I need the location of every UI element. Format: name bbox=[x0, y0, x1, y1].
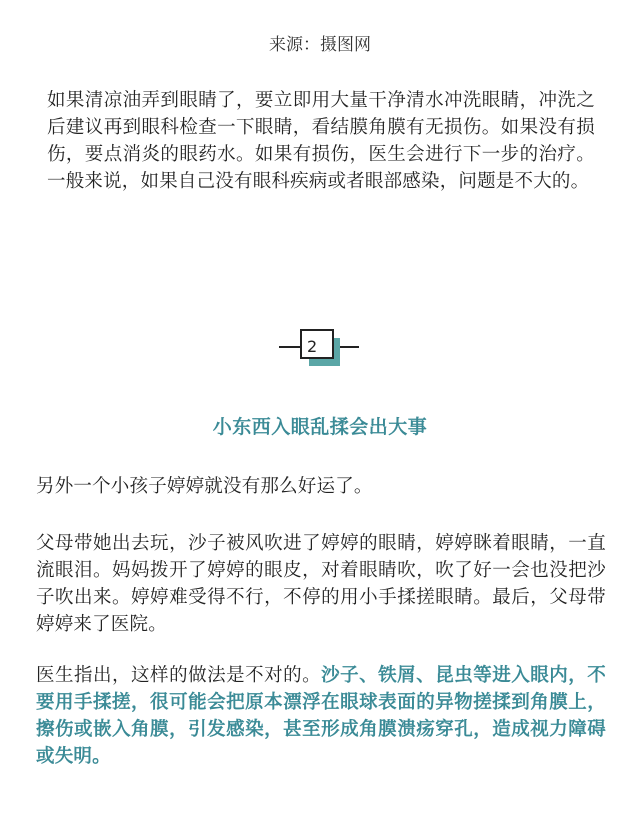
section-number-badge bbox=[279, 329, 359, 367]
image-source-caption: 来源：摄图网 bbox=[269, 35, 371, 55]
doctor-advice-plain-text: 医生指出，这样的做法是不对的。 bbox=[36, 665, 322, 686]
section-title: 小东西入眼乱揉会出大事 bbox=[212, 416, 428, 438]
paragraph-cooling-oil-advice: 如果清凉油弄到眼睛了，要立即用大量干净清水冲洗眼睛，冲洗之后建议再到眼科检查一下眼睛，看结膜角膜有无损伤。如果没有损伤，要点消炎的眼药水。如果有损伤，医生会进行下一步的治疗。一般来说，如果自己没有眼科疾病或者眼部感染，问题是不大的。 bbox=[47, 90, 595, 192]
paragraph-doctor-advice bbox=[36, 662, 606, 770]
section-number: 2 bbox=[307, 337, 318, 356]
badge-left-line bbox=[279, 346, 301, 348]
paragraph-intro-tingting: 另外一个小孩子婷婷就没有那么好运了。 bbox=[36, 476, 373, 497]
badge-right-line bbox=[337, 346, 359, 348]
paragraph-sand-in-eye-story: 父母带她出去玩，沙子被风吹进了婷婷的眼睛，婷婷眯着眼睛，一直流眼泪。妈妈拨开了婷婷的眼皮，对着眼睛吹，吹了好一会也没把沙子吹出来。婷婷难受得不行，不停的用小手揉搓眼睛。最后，父母带婷婷来了医院。 bbox=[36, 533, 606, 635]
doctor-advice-highlight-text: 沙子、铁屑、昆虫等进入眼内，不要用手揉搓，很可能会把原本漂浮在眼球表面的异物搓揉到角膜上，擦伤或嵌入角膜，引发感染，甚至形成角膜溃疡穿孔，造成视力障碍或失明。 bbox=[36, 665, 606, 767]
